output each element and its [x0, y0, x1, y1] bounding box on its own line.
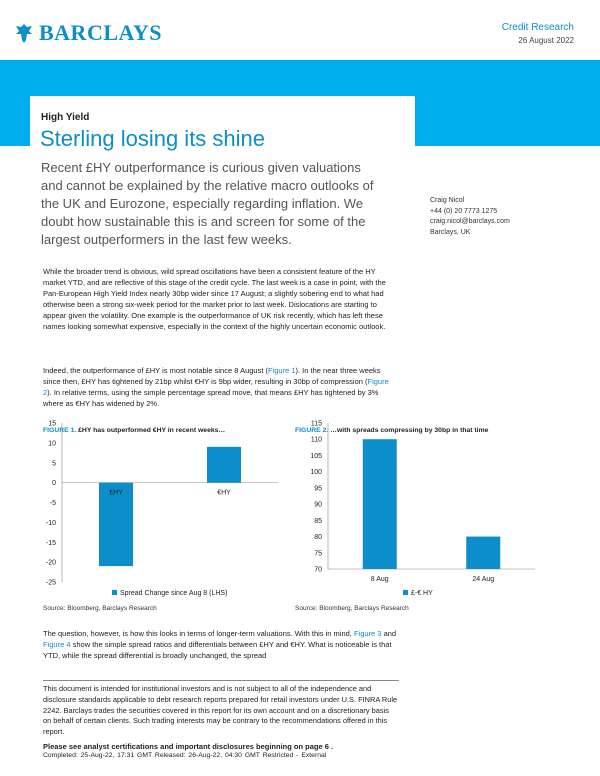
analyst-firm: Barclays, UK — [430, 228, 471, 236]
report-date: 26 August 2022 — [518, 36, 574, 45]
figure-2-source: Source: Bloomberg, Barclays Research — [295, 605, 409, 612]
y-tick-label: 10 — [48, 440, 56, 448]
y-tick-label: -5 — [49, 500, 56, 507]
analyst-block — [430, 196, 510, 238]
figure-1-source: Source: Bloomberg, Barclays Research — [43, 605, 157, 612]
text-run: The question, however, is how this looks in terms of longer-term valuations. With this in mind, — [43, 629, 354, 638]
bar — [466, 537, 500, 569]
figure-2-number: FIGURE 2. — [295, 427, 329, 434]
body-paragraph-2 — [43, 365, 398, 409]
legend-swatch — [403, 590, 408, 595]
y-tick-label: 80 — [314, 534, 322, 542]
y-tick-label: 95 — [314, 485, 322, 493]
figure-1-caption: £HY has outperformed €HY in recent weeks… — [78, 427, 226, 434]
text-run: Indeed, the outperformance of £HY is most notable since 8 August ( — [43, 366, 268, 375]
y-tick-label: 85 — [314, 517, 322, 525]
y-tick-label: 5 — [52, 460, 56, 468]
y-tick-label: 110 — [310, 436, 322, 444]
x-tick-label: 24 Aug — [472, 576, 495, 583]
analyst-phone[interactable]: +44 (0) 20 7773 1275 — [430, 207, 498, 215]
logo-text: BARCLAYS — [39, 20, 163, 45]
y-tick-label: 105 — [310, 452, 322, 460]
x-tick-label: £HY — [109, 489, 123, 497]
y-tick-label: 100 — [310, 469, 322, 477]
x-tick-label: €HY — [217, 489, 231, 497]
certifications-note: Please see analyst certifications and important disclosures beginning on page 6 . — [43, 742, 334, 751]
y-tick-label: 70 — [314, 566, 322, 574]
lede-paragraph: Recent £HY outperformance is curious given valuations and cannot be explained by the relative macro outlooks of the UK and Eurozone, especially regarding inflation. We doubt how sustainable this is and screen for some of the largest outperformers in the last few weeks. — [41, 160, 374, 247]
barclays-logo — [14, 20, 162, 46]
figure-2-link[interactable]: Figure 2 — [43, 377, 389, 397]
y-tick-label: -25 — [45, 579, 56, 587]
y-tick-label: 115 — [310, 420, 322, 428]
text-run: and — [381, 629, 397, 638]
text-run: show the simple spread ratios and differentials between £HY and €HY. What is noticeable is that YTD, while the spread differential is broadly unchanged, the spread — [43, 640, 392, 660]
analyst-name: Craig Nicol — [430, 197, 465, 204]
figure-3-link[interactable]: Figure 3 — [353, 629, 382, 638]
figure-4-link[interactable]: Figure 4 — [43, 640, 71, 649]
x-tick-label: 8 Aug — [370, 576, 389, 583]
page-title: Sterling losing its shine — [40, 126, 266, 151]
bar — [207, 447, 241, 483]
figure-2-caption: …with spreads compressing by 30bp in that time — [330, 427, 489, 434]
eagle-icon — [14, 22, 34, 44]
y-tick-label: -10 — [45, 519, 56, 527]
bar — [363, 439, 397, 569]
y-tick-label: 75 — [314, 550, 322, 558]
legend-swatch — [112, 590, 117, 595]
divider — [43, 680, 399, 681]
core-tag: | CORE — [428, 151, 476, 167]
y-tick-label: -20 — [45, 559, 56, 567]
y-tick-label: -15 — [45, 539, 56, 547]
legend-label: Spread Change since Aug 8 (LHS) — [120, 590, 228, 597]
text-run: ). In relative terms, using the simple percentage spread move, that means £HY has tightened by 3% where as €HY has widened by 2%. — [43, 388, 379, 408]
report-header-meta — [502, 22, 574, 45]
figure-1-link[interactable]: Figure 1 — [268, 366, 296, 375]
disclaimer-text: This document is intended for institutional investors and is not subject to all of the independence and disclosure standards applicable to debt research reports prepared for retail investors under U.S. FINRA Rule 2242. Barclays trades the securities covered in this report for its own account and on a discretionary basis on behalf of certain clients. Such trading interests may be contrary to the recommendations offered in this report. — [43, 684, 398, 737]
y-tick-label: 0 — [52, 480, 56, 488]
y-tick-label: 90 — [314, 501, 322, 509]
figure-1-chart — [40, 415, 290, 605]
figure-1-number: FIGURE 1. — [43, 427, 77, 434]
body-paragraph-3 — [43, 628, 398, 661]
section-label: Credit Research — [501, 22, 574, 33]
eyebrow: High Yield — [41, 112, 90, 123]
legend-label: £-€ HY — [411, 590, 433, 597]
y-tick-label: 15 — [48, 420, 56, 428]
release-footer: Completed: 25-Aug-22, 17:31 GMT Released: 26-Aug-22, 04:30 GMT Restricted - External — [43, 752, 327, 759]
text-run: ). In the near three weeks since then, £HY has tightened by 21bp whilst €HY is 9bp wider, resulting in 30bp of compression ( — [43, 366, 381, 386]
body-paragraph-1: While the broader trend is obvious, wild spread oscillations have been a consistent feature of the HY market YTD, and are reflective of this stage of the credit cycle. The last week is a case in point, with the Pan-European High Yield Index nearly 30bp wider since 17 August; a slightly sobering end to what had otherwise been a strong six-week period for the market prior to last week. Dislocations are starting to appear given the volatility. One example is the outperformance of UK risk recently, which has left these names looking somewhat expensive, especially in the context of the highly uncertain economic outlook. — [43, 267, 386, 331]
analyst-email[interactable]: craig.nicol@barclays.com — [430, 218, 510, 225]
figure-2-chart — [295, 415, 545, 605]
